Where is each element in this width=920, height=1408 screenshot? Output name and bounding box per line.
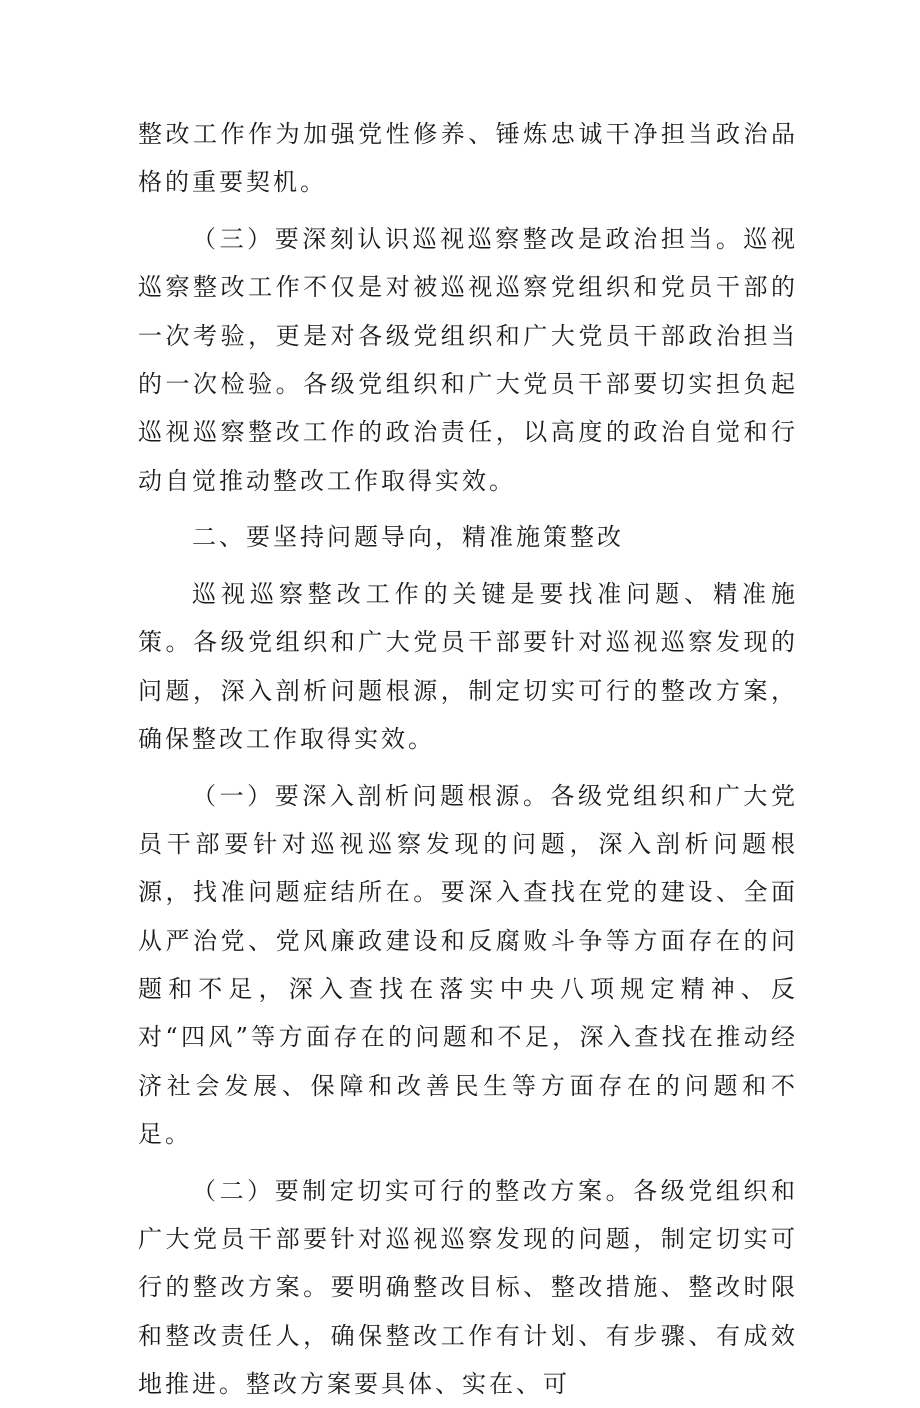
paragraph-point-one: （一）要深入剖析问题根源。各级党组织和广大党员干部要针对巡视巡察发现的问题，深入剖析问题根源，找准问题症结所在。要深入查找在党的建设、全面从严治党、党风廉政建设和反腐败斗争等方面存在的问题和不足，深入查找在落实中央八项规定精神、反对“四风”等方面存在的问题和不足，深入查找在推动经济社会发展、保障和改善民生等方面存在的问题和不足。: [138, 781, 798, 1148]
paragraph-section-intro: 巡视巡察整改工作的关键是要找准问题、精准施策。各级党组织和广大党员干部要针对巡视巡察发现的问题，深入剖析问题根源，制定切实可行的整改方案，确保整改工作取得实效。: [138, 580, 798, 754]
paragraph-point-three: （三）要深刻认识巡视巡察整改是政治担当。巡视巡察整改工作不仅是对被巡视巡察党组织和党员干部的一次考验，更是对各级党组织和广大党员干部政治担当的一次检验。各级党组织和广大党员干部要切实担负起巡视巡察整改工作的政治责任，以高度的政治自觉和行动自觉推动整改工作取得实效。: [138, 225, 798, 495]
document-body: [138, 110, 798, 1408]
section-heading-two: 二、要坚持问题导向，精准施策整改: [192, 523, 624, 552]
paragraph-continued: 整改工作作为加强党性修养、锤炼忠诚干净担当政治品格的重要契机。: [138, 120, 798, 197]
paragraph-point-two: （二）要制定切实可行的整改方案。各级党组织和广大党员干部要针对巡视巡察发现的问题，制定切实可行的整改方案。要明确整改目标、整改措施、整改时限和整改责任人，确保整改工作有计划、有步骤、有成效地推进。整改方案要具体、实在、可: [138, 1176, 798, 1398]
